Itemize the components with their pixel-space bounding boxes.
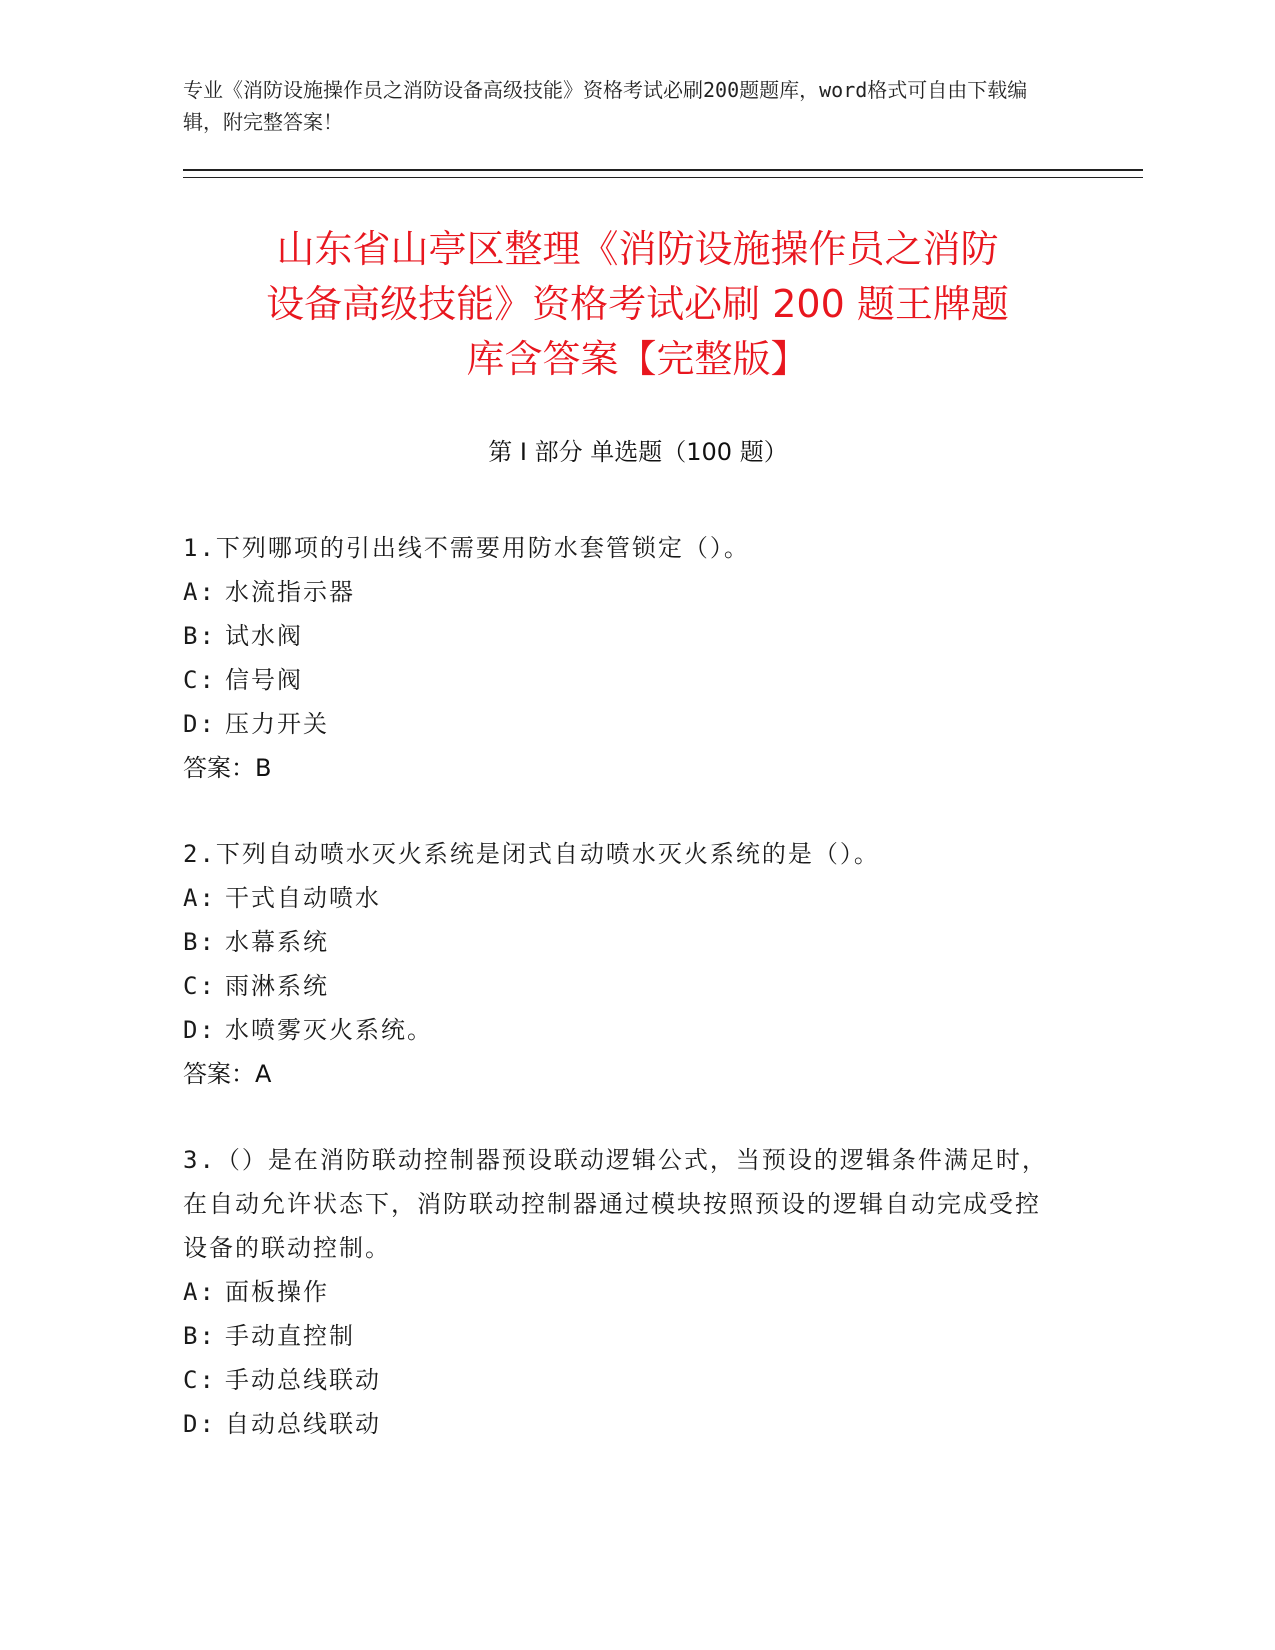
option-text: 水喷雾灭火系统。 [225, 1016, 433, 1044]
option-letter: A: [183, 1278, 216, 1306]
option-letter: A: [183, 578, 216, 606]
option-b [183, 1314, 1053, 1358]
option-letter: B: [183, 928, 216, 956]
document-title-line-3: 库含答案【完整版】 [466, 337, 809, 381]
answer-line: 答案：A [183, 1060, 272, 1088]
option-a [183, 876, 1053, 920]
question-list [183, 526, 1053, 1488]
option-text: 压力开关 [225, 710, 329, 738]
answer-line: 答案：B [183, 754, 272, 782]
option-d [183, 1402, 1053, 1446]
option-c [183, 1358, 1053, 1402]
option-letter: C: [183, 666, 216, 694]
option-letter: C: [183, 972, 216, 1000]
document-title-line-2: 设备高级技能》资格考试必刷 200 题王牌题 [266, 282, 1009, 326]
option-letter: C: [183, 1366, 216, 1394]
option-b [183, 614, 1053, 658]
option-a [183, 570, 1053, 614]
question-3 [183, 1138, 1053, 1446]
question-stem: 3.（）是在消防联动控制器预设联动逻辑公式，当预设的逻辑条件满足时，在自动允许状态下，消防联动控制器通过模块按照预设的逻辑自动完成受控设备的联动控制。 [183, 1146, 1048, 1262]
option-text: 手动总线联动 [225, 1366, 381, 1394]
option-letter: B: [183, 1322, 216, 1350]
option-a [183, 1270, 1053, 1314]
option-text: 水流指示器 [225, 578, 355, 606]
option-c [183, 658, 1053, 702]
option-letter: D: [183, 710, 216, 738]
document-title-line-1: 山东省山亭区整理《消防设施操作员之消防 [276, 227, 999, 271]
option-text: 面板操作 [225, 1278, 329, 1306]
section-heading: 第 I 部分 单选题（100 题） [488, 438, 788, 466]
question-1 [183, 526, 1053, 790]
option-text: 自动总线联动 [225, 1410, 381, 1438]
option-letter: A: [183, 884, 216, 912]
document-title [160, 222, 1115, 387]
option-text: 水幕系统 [225, 928, 329, 956]
header-note: 专业《消防设施操作员之消防设备高级技能》资格考试必刷200题题库，word格式可自由下载编辑，附完整答案！ [183, 78, 1028, 134]
option-text: 干式自动喷水 [225, 884, 381, 912]
option-text: 雨淋系统 [225, 972, 329, 1000]
option-text: 试水阀 [225, 622, 303, 650]
option-letter: D: [183, 1016, 216, 1044]
option-c [183, 964, 1053, 1008]
option-d [183, 702, 1053, 746]
question-stem: 2.下列自动喷水灭火系统是闭式自动喷水灭火系统的是（）。 [183, 840, 880, 868]
option-letter: D: [183, 1410, 216, 1438]
header-rule-thin [183, 177, 1143, 178]
option-letter: B: [183, 622, 216, 650]
option-text: 手动直控制 [225, 1322, 355, 1350]
question-2 [183, 832, 1053, 1096]
option-b [183, 920, 1053, 964]
option-text: 信号阀 [225, 666, 303, 694]
question-stem: 1.下列哪项的引出线不需要用防水套管锁定（）。 [183, 534, 750, 562]
option-d [183, 1008, 1053, 1052]
header-rule-thick [183, 169, 1143, 171]
